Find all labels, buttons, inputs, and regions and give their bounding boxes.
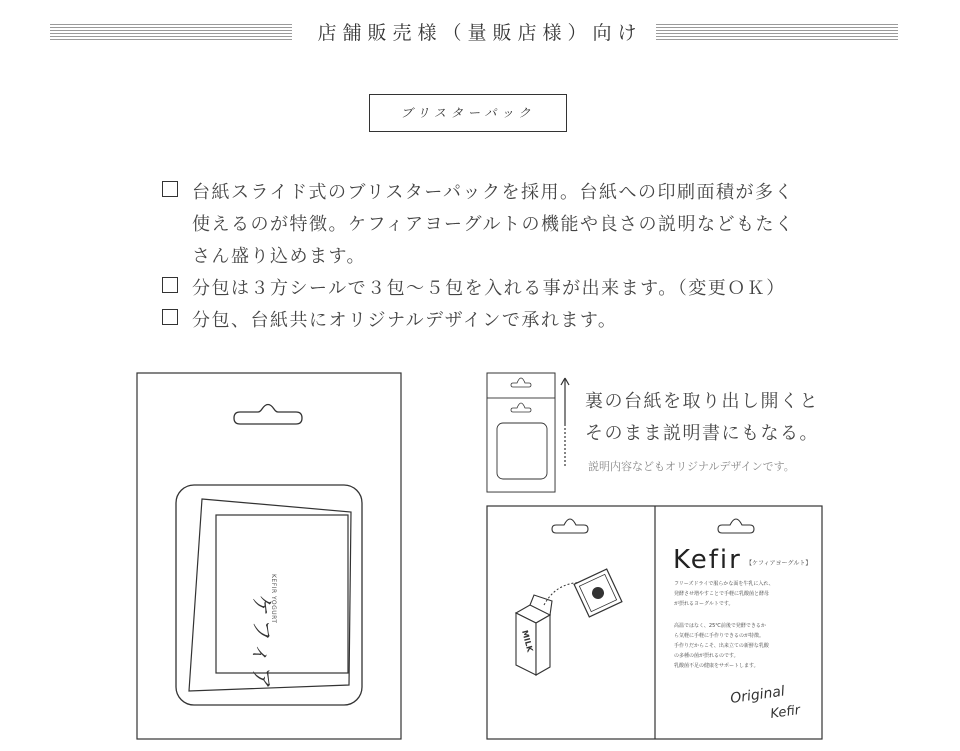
leaflet-para2-line: 高温ではなく、25℃前後で発酵できるか xyxy=(674,623,766,629)
back-note-sub: 説明内容などもオリジナルデザインです。 xyxy=(588,460,795,473)
checkbox-icon xyxy=(162,181,178,197)
checkbox-icon xyxy=(162,277,178,293)
feature-1-line-2: 使えるのが特徴。ケフィアヨーグルトの機能や良さの説明などもたく xyxy=(192,214,795,235)
page-title: 店舗販売様（量販店様）向け xyxy=(317,22,643,44)
back-note-line-2: そのまま説明書にもなる。 xyxy=(585,423,819,444)
hang-hole-icon xyxy=(234,405,302,425)
leaflet-para1-line: が摂れるヨーグルトです。 xyxy=(674,601,734,607)
signature-line-2: Kefir xyxy=(769,702,802,722)
kefir-packet-icon xyxy=(574,569,622,617)
pack-type-label: ブリスターパック xyxy=(369,94,567,132)
signature-line-1: Original xyxy=(729,683,786,707)
blister-pack-illustration xyxy=(136,372,404,742)
feature-3-line-1: 分包、台紙共にオリジナルデザインで承れます。 xyxy=(192,310,618,331)
milk-label: MILK xyxy=(520,629,535,653)
feature-1-line-3: さん盛り込めます。 xyxy=(192,246,367,267)
hang-hole-icon xyxy=(511,378,531,387)
leaflet-brand-sub: 【ケフィアヨーグルト】 xyxy=(746,560,812,567)
product-name-en: KEFIR YOGURT xyxy=(270,574,277,624)
open-leaflet-illustration xyxy=(486,505,824,742)
feature-2-line-1: 分包は３方シールで３包～５包を入れる事が出来ます。（変更ＯＫ） xyxy=(192,278,786,299)
checkbox-icon xyxy=(162,309,178,325)
leaflet-para2-line: 手作りだからこそ、出来立ての新鮮な乳酸 xyxy=(674,643,769,649)
back-note-line-1: 裏の台紙を取り出し開くと xyxy=(585,391,819,412)
back-card-diagram xyxy=(486,372,560,496)
hang-hole-icon xyxy=(552,519,588,533)
leaflet-para2-line: ら気軽に手軽に手作りできるのが特徴。 xyxy=(674,633,765,639)
feature-1-line-1: 台紙スライド式のブリスターパックを採用。台紙への印刷面積が多く xyxy=(192,182,794,203)
leaflet-para1-line: 発酵させ増やすことで手軽に乳酸菌と酵母 xyxy=(674,591,770,597)
up-arrow-icon xyxy=(559,376,571,468)
leaflet-para2-line: の多種の菌が摂れるのです。 xyxy=(674,653,739,659)
hang-hole-icon xyxy=(718,519,754,533)
milk-carton-icon xyxy=(516,595,552,675)
product-name-jp: ケフィア xyxy=(248,594,273,693)
leaflet-para2-line: 乳酸菌不足の健康をサポートします。 xyxy=(674,663,759,669)
leaflet-para1-line: フリーズドライで服らかな面を牛乳に入れ、 xyxy=(674,581,774,587)
leaflet-brand: Kefir xyxy=(673,545,742,575)
